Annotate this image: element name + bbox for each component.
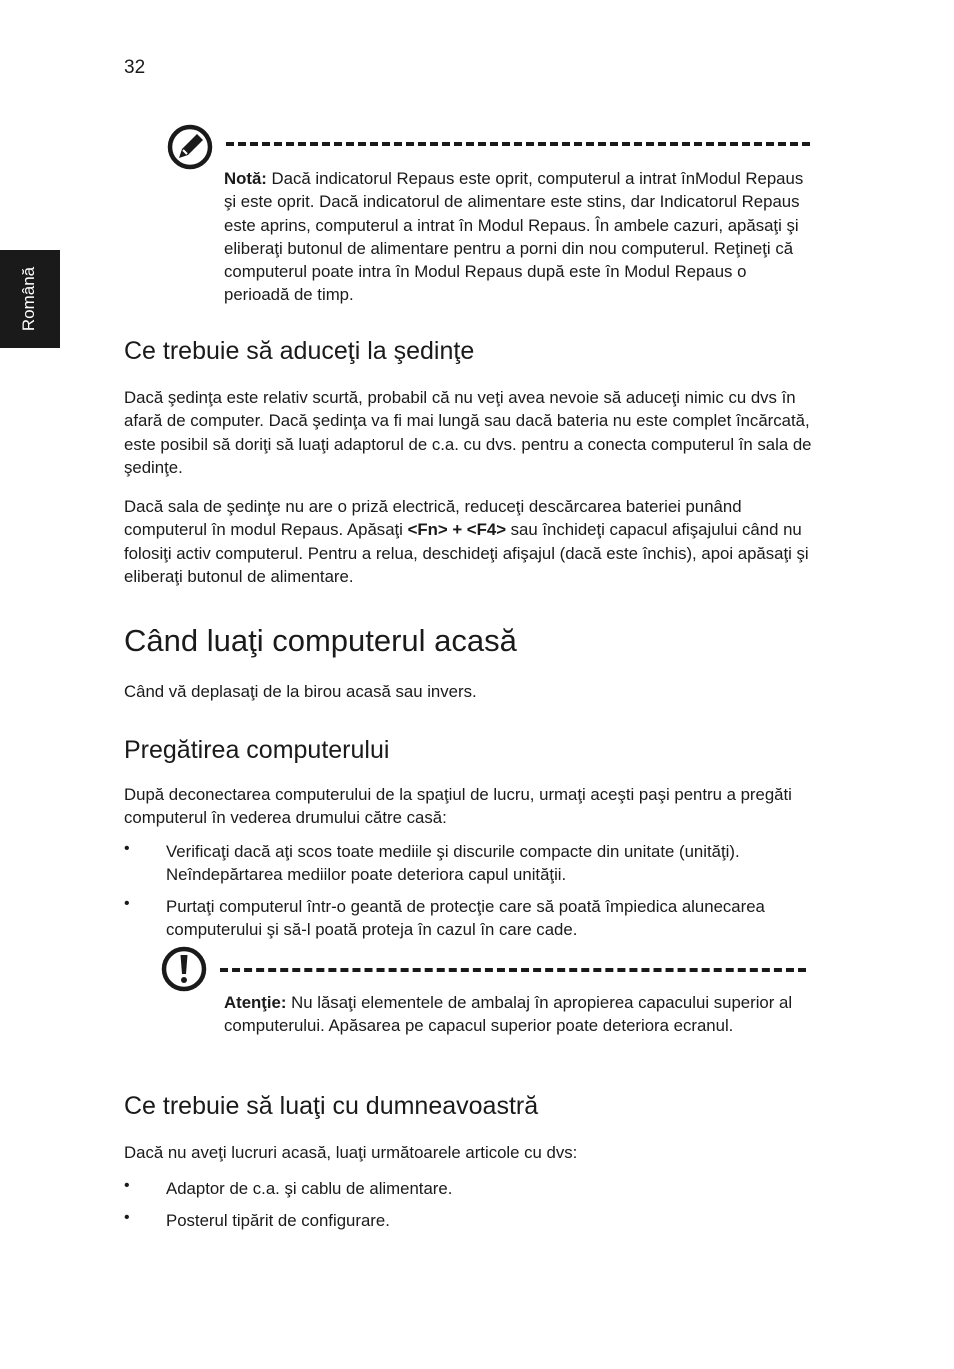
note-body: Dacă indicatorul Repaus este oprit, computerul a intrat înModul Repaus şi este oprit. Dacă indicatorul de alimentare este stins, dar Indicatorul Repaus este aprins, computerul a intrat în Modul Repaus. În ambele cazuri, apăsaţi şi eliberaţi butonul de alimentare pentru a porni din nou computerul. Reţineţi că computerul poate intra în Modul Repaus după este în Modul Repaus o perioadă de timp. — [224, 169, 804, 305]
note-divider — [226, 142, 810, 146]
paragraph-meetings-1: Dacă şedinţa este relativ scurtă, probabil că nu veţi avea nevoie să aduceţi nimic cu dvs în afară de computer. Dacă şedinţa va fi mai lungă sau dacă bateria nu este complet încărcată, este posibil să doriţi să luaţi adaptorul de c.a. cu dvs. pentru a conecta computerul în sala de şedinţe. — [124, 388, 812, 477]
language-side-tab — [0, 250, 60, 348]
list-item: Verificaţi dacă aţi scos toate mediile şi discurile compacte din unitate (unităţi). Neîndepărtarea mediilor poate deteriora capul unităţii. — [166, 842, 740, 885]
caution-exclamation-icon — [161, 946, 207, 992]
section-heading-take-with-you: Ce trebuie să luaţi cu dumneavoastră — [124, 1092, 539, 1120]
intro-paragraph: Când vă deplasaţi de la birou acasă sau invers. — [124, 682, 477, 701]
paragraph-meetings-2 — [124, 495, 814, 588]
section-heading-meetings: Ce trebuie să aduceţi la şedinţe — [124, 337, 475, 365]
page-title: Când luaţi computerul acasă — [124, 623, 517, 658]
bullet-marker: • — [124, 1209, 130, 1226]
note-label: Notă: — [224, 169, 267, 188]
paragraph-text: sau închideţi capacul afişajului când nu folosiţi activ computerul. Pentru a relua, deschideţi afişajul (dacă este închis), apoi apăsaţi şi eliberaţi butonul de alimentare. — [124, 520, 809, 586]
caution-text — [224, 991, 804, 1038]
caution-body: Nu lăsaţi elementele de ambalaj în apropierea capacului superior al computerului. Apăsarea pe capacul superior poate deteriora ecranul. — [224, 993, 793, 1036]
key-combination: <Fn> + <F4> — [407, 520, 506, 540]
paragraph-preparing: După deconectarea computerului de la spaţiul de lucru, urmaţi aceşti paşi pentru a pregăti computerul în vederea drumului către casă: — [124, 785, 792, 828]
language-label: Română — [19, 266, 38, 332]
section-heading-preparing: Pregătirea computerului — [124, 736, 390, 764]
paragraph-text: Dacă sala de şedinţe nu are o priză electrică, reduceţi descărcarea bateriei punând computerul în modul Repaus. Apăsaţi — [124, 497, 742, 540]
paragraph-take-with-you: Dacă nu aveţi lucruri acasă, luaţi următoarele articole cu dvs: — [124, 1143, 578, 1162]
page-number: 32 — [124, 57, 146, 78]
note-text — [224, 167, 804, 307]
caution-label: Atenţie: — [224, 993, 287, 1012]
list-item: Purtaţi computerul într-o geantă de protecţie care să poată împiedica alunecarea computerului şi să-l poată proteja în cazul în care cade. — [166, 897, 765, 940]
bullet-marker: • — [124, 840, 130, 857]
list-item: Adaptor de c.a. şi cablu de alimentare. — [166, 1179, 453, 1198]
note-pencil-icon — [167, 124, 213, 170]
bullet-marker: • — [124, 1177, 130, 1194]
bullet-marker: • — [124, 895, 130, 912]
caution-divider — [220, 968, 806, 972]
list-item: Posterul tipărit de configurare. — [166, 1211, 390, 1230]
